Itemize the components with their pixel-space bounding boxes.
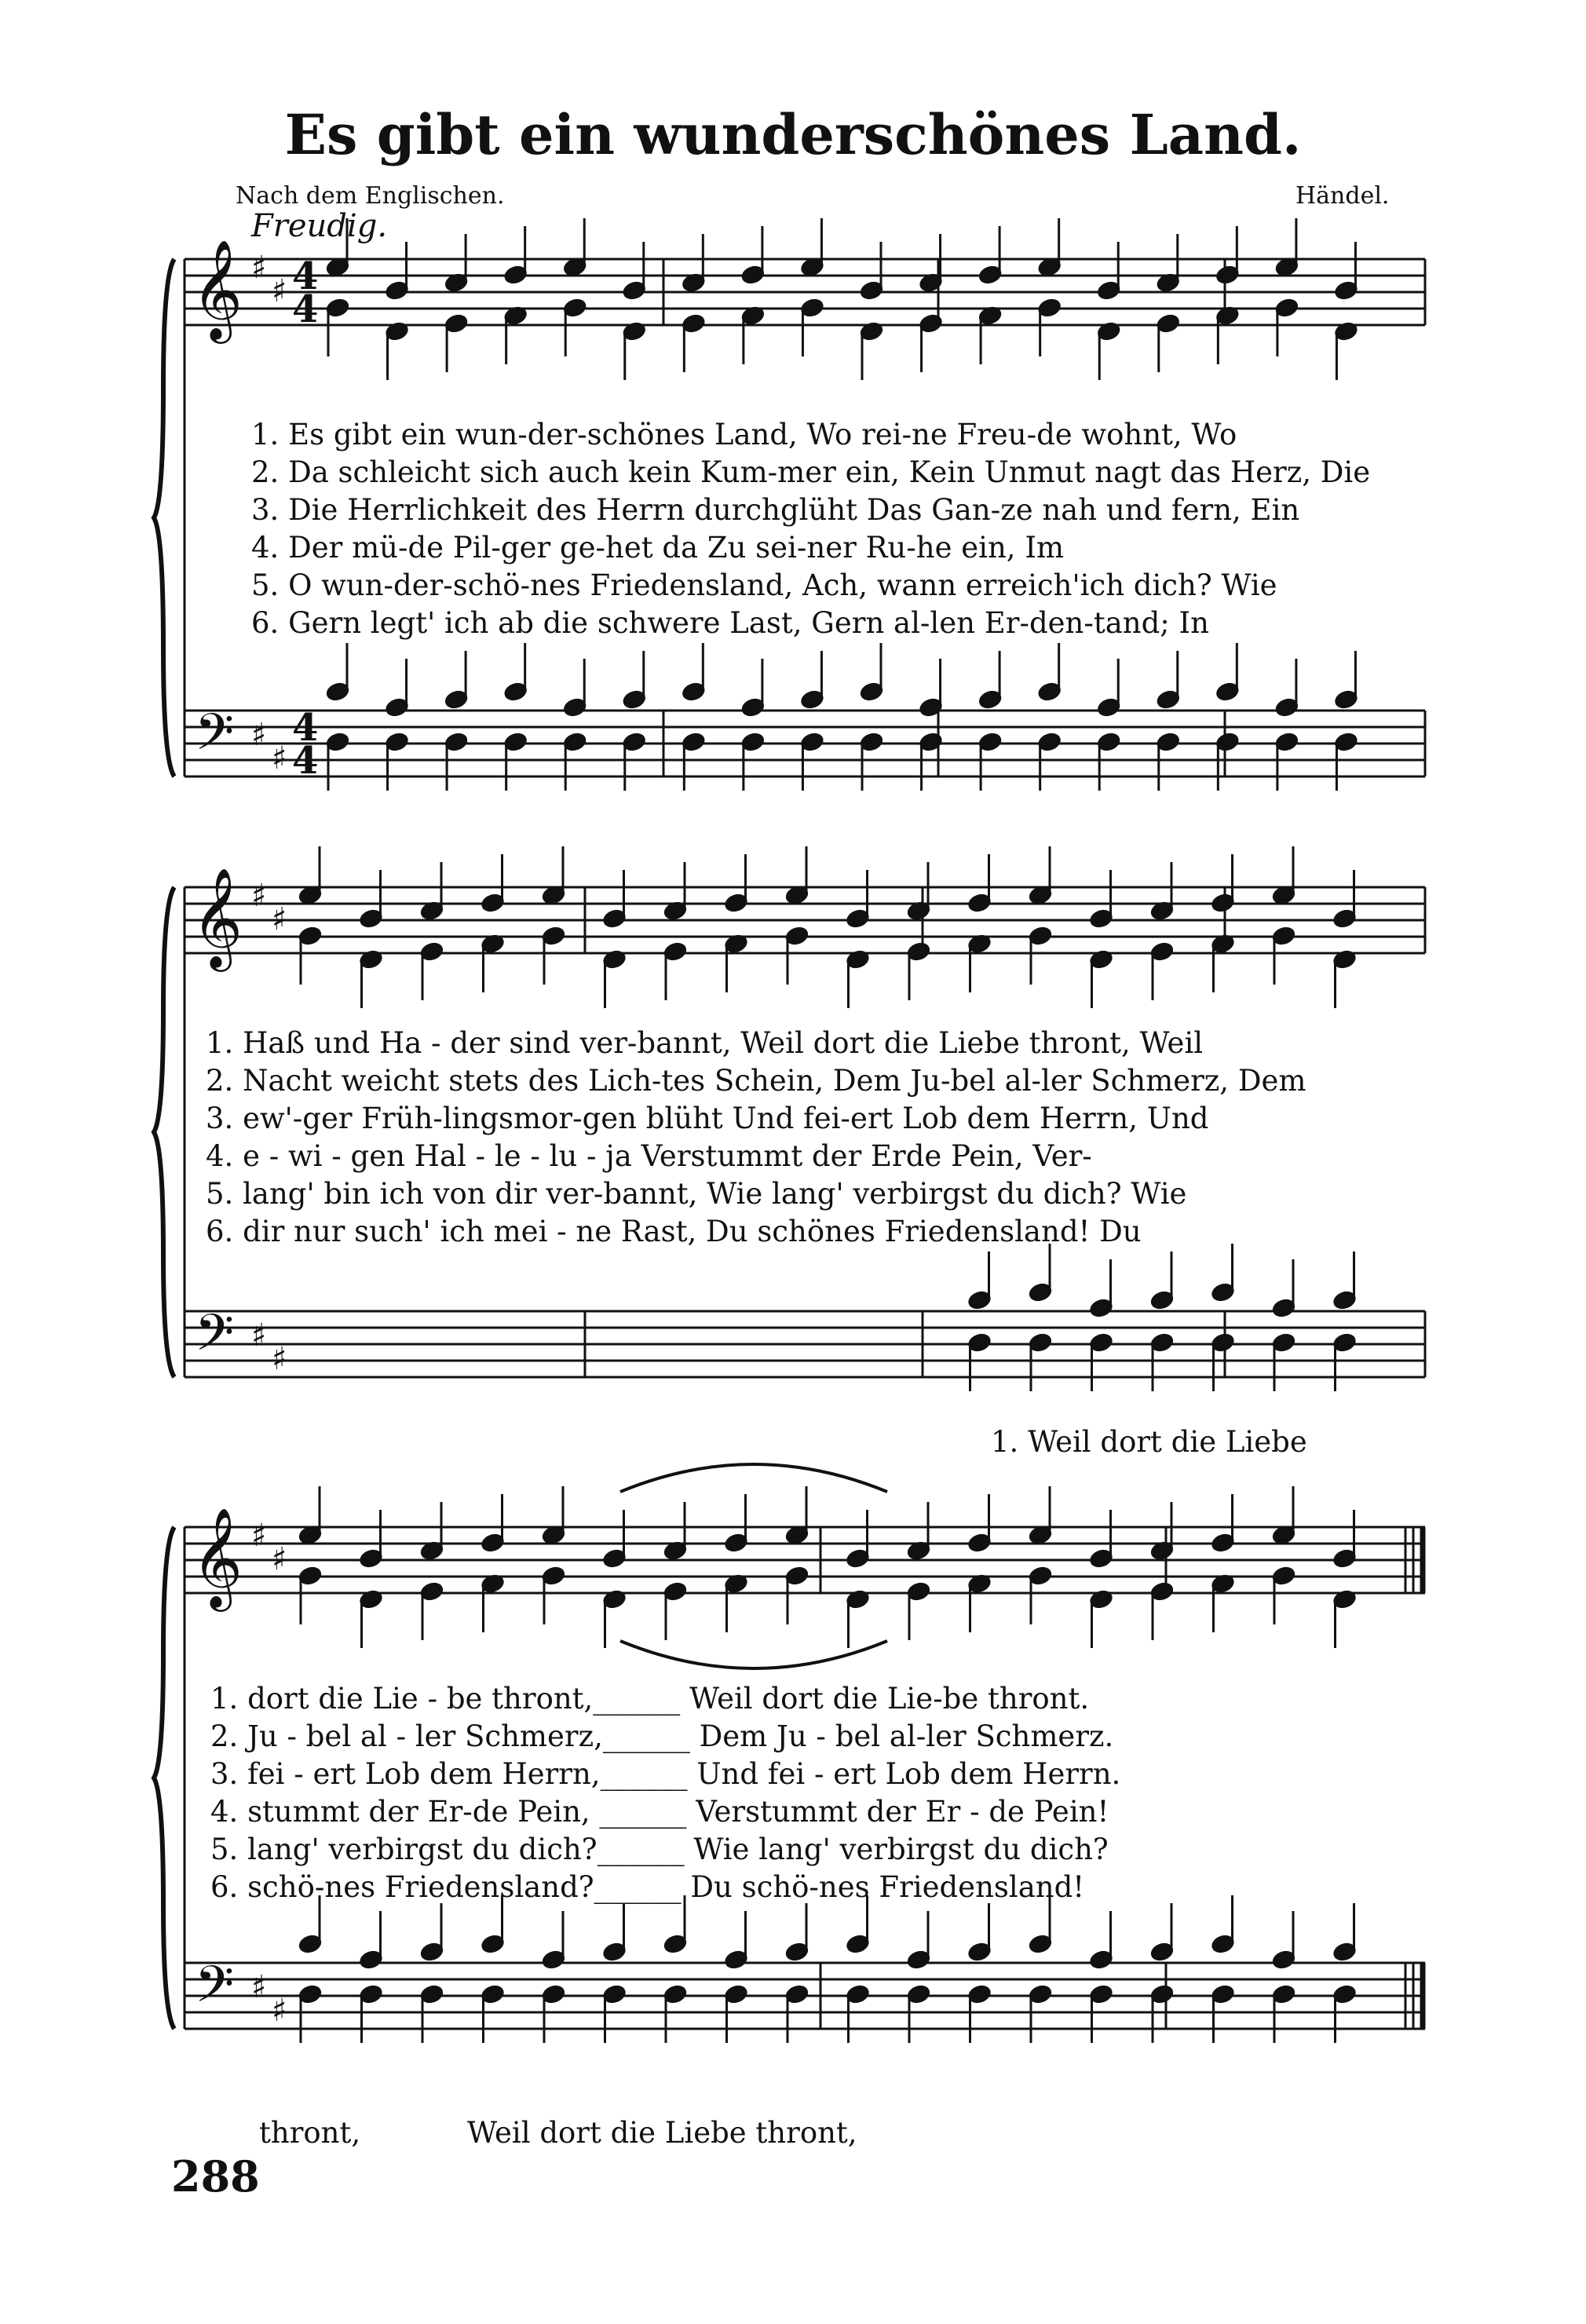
time-signature: 4 [292, 739, 319, 783]
sharp-sign: ♯ [251, 250, 267, 286]
bass-cue-text: Weil dort die Liebe thront, [467, 2116, 857, 2150]
lyric-verse-2: 2. Ju - bel al - ler Schmerz,______ Dem Ju - bel al-ler Schmerz. [210, 1719, 1114, 1753]
lyric-verse-6: 6. dir nur such' ich mei - ne Rast, Du schönes Friedensland! Du [206, 1215, 1142, 1248]
page-number: 288 [171, 2151, 260, 2202]
lyric-verse-1: 1. dort die Lie - be thront,______ Weil dort die Lie-be thront. [210, 1682, 1090, 1716]
lyric-verse-6: 6. schö-nes Friedensland?______ Du schö-nes Friedensland! [210, 1870, 1085, 1904]
time-signature: 4 [292, 254, 319, 298]
clef-sign: 𝄢 [195, 1956, 235, 2026]
sharp-sign: ♯ [251, 878, 267, 914]
time-signature: 4 [292, 287, 319, 331]
sharp-sign: ♯ [272, 901, 287, 937]
lyric-verse-2: 2. Da schleicht sich auch kein Kum-mer ein, Kein Unmut nagt das Herz, Die [251, 455, 1371, 489]
tie-curve [620, 1464, 887, 1492]
sharp-sign: ♯ [272, 1993, 287, 2029]
lyric-verse-2: 2. Nacht weicht stets des Lich-tes Schein, Dem Ju-bel al-ler Schmerz, Dem [206, 1064, 1306, 1098]
lyric-verse-5: 5. lang' verbirgst du dich?______ Wie lang' verbirgst du dich? [210, 1833, 1109, 1866]
tempo-marking: Freudig. [251, 208, 388, 244]
sharp-sign: ♯ [272, 1541, 287, 1577]
system-brace [154, 259, 174, 776]
clef-sign: 𝄞 [192, 1507, 243, 1607]
lyric-verse-3: 3. ew'-ger Früh-lingsmor-gen blüht Und fei-ert Lob dem Herrn, Und [206, 1102, 1209, 1135]
lyric-verse-3: 3. Die Herrlichkeit des Herrn durchglüht Das Gan-ze nah und fern, Ein [251, 493, 1300, 527]
lyrics-system-1 [251, 416, 1370, 642]
sharp-sign: ♯ [272, 273, 287, 309]
system-brace [154, 1527, 174, 2029]
clef-sign: 𝄢 [195, 703, 235, 774]
lyric-verse-4: 4. e - wi - gen Hal - le - lu - ja Verstummt der Erde Pein, Ver- [206, 1139, 1092, 1173]
bass-cue-text: 1. Weil dort die Liebe [991, 1425, 1307, 1459]
staff [185, 1311, 1425, 1377]
lyric-verse-1: 1. Haß und Ha - der sind ver-bannt, Weil dort die Liebe thront, Weil [206, 1026, 1204, 1060]
time-signature: 4 [292, 706, 319, 750]
lyric-verse-4: 4. stummt der Er-de Pein, ______ Verstummt der Er - de Pein! [210, 1795, 1109, 1829]
sharp-sign: ♯ [251, 1317, 267, 1354]
sharp-sign: ♯ [272, 740, 287, 776]
sharp-sign: ♯ [272, 1341, 287, 1377]
lyric-verse-3: 3. fei - ert Lob dem Herrn,______ Und fei - ert Lob dem Herrn. [210, 1757, 1121, 1791]
sharp-sign: ♯ [251, 1969, 267, 2005]
source-note: Nach dem Englischen. [236, 182, 505, 210]
lyrics-system-3 [210, 1680, 1120, 1906]
system-brace [154, 887, 174, 1377]
sharp-sign: ♯ [251, 1518, 267, 1554]
clef-sign: 𝄞 [192, 867, 243, 967]
lyric-verse-6: 6. Gern legt' ich ab die schwere Last, Gern al-len Er-den-tand; In [251, 606, 1209, 640]
lyric-verse-5: 5. lang' bin ich von dir ver-bannt, Wie lang' verbirgst du dich? Wie [206, 1177, 1187, 1211]
lyric-verse-4: 4. Der mü-de Pil-ger ge-het da Zu sei-ner Ru-he ein, Im [251, 531, 1065, 565]
bass-cue-text: thront, [259, 2116, 361, 2150]
composer-name: Händel. [1295, 182, 1390, 210]
lyrics-system-2 [206, 1025, 1306, 1251]
lyric-verse-1: 1. Es gibt ein wun-der-schönes Land, Wo rei-ne Freu-de wohnt, Wo [251, 418, 1237, 451]
lyric-verse-5: 5. O wun-der-schö-nes Friedensland, Ach, wann erreich'ich dich? Wie [251, 568, 1277, 602]
clef-sign: 𝄢 [195, 1304, 235, 1375]
hymn-title: Es gibt ein wunderschönes Land. [284, 102, 1302, 167]
sharp-sign: ♯ [251, 717, 267, 753]
clef-sign: 𝄞 [192, 239, 243, 339]
